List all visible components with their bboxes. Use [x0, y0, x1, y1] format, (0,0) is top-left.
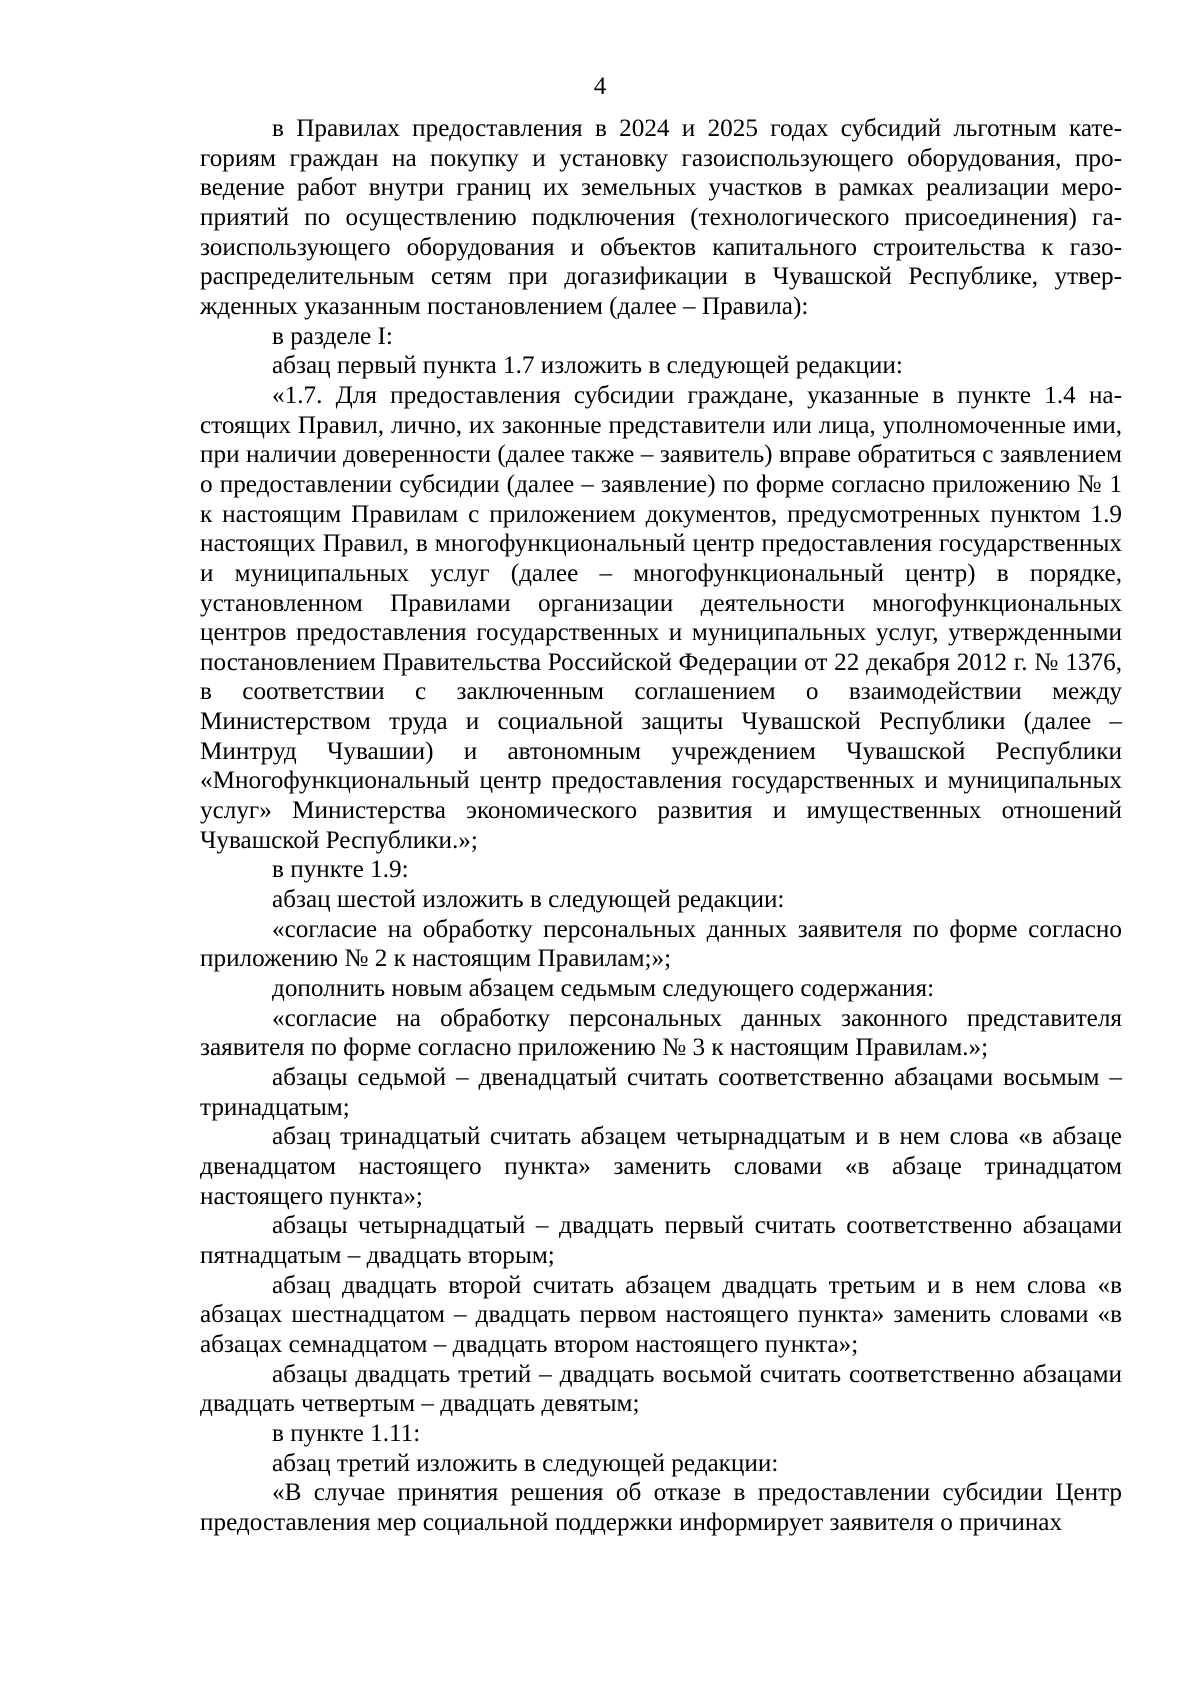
document-body: [200, 114, 1122, 1538]
paragraph-renumber-22: абзац двадцать второй считать абзацем двадцать третьим и в нем слова «в абзацах шестнадцатом – двадцать первом настоящего пункта» заменить словами «в абзацах семнадцатом – двадцать втором настоящего пункта»;: [200, 1271, 1122, 1358]
page-number: 4: [593, 73, 607, 100]
paragraph-clause-1-7-text: «1.7. Для предоставления субсидии граждане, указанные в пункте 1.4 настоящих Правил, лично, их законные представители или лица, уполномоченные ими, при наличии доверенности (далее также – заявитель) вправе обратиться с заявлением о предоставлении субсидии (далее – заявление) по форме согласно приложению № 1 к настоящим Правилам с приложением документов, предусмотренных пунктом 1.9 настоящих Правил, в многофункциональный центр предоставления государственных и муниципальных услуг (далее – многофункциональный центр) в порядке, установленном Правилами организации деятельности многофункциональных центров предоставления государственных и муниципальных услуг, утвержденными постановлением Правительства Российской Федерации от 22 декабря 2012 г. № 1376, в соответствии с заключенным соглашением о взаимодействии между Министерством труда и социальной защиты Чувашской Республики (далее – Минтруд Чувашии) и автономным учреждением Чувашской Республики «Многофункциональный центр предоставления государственных и муниципальных услуг» Министерства экономического развития и имущественных отношений Чувашской Республики.»;: [200, 381, 1122, 854]
paragraph-add-seventh-abzac: дополнить новым абзацем седьмым следующего содержания:: [272, 975, 935, 1003]
paragraph-rules-intro: в Правилах предоставления в 2024 и 2025 годах субсидий льготным категориям граждан на покупку и установку газоиспользующего оборудования, проведение работ внутри границ их земельных участков в рамках реализации мероприятий по осуществлению подключения (технологического присоединения) газоиспользующего оборудования и объектов капитального строительства к газораспределительным сетям при догазификации в Чувашской Республике, утвержденных указанным постановлением (далее – Правила):: [200, 115, 1122, 320]
paragraph-renumber-14-21: абзацы четырнадцатый – двадцать первый считать соответственно абзацами пятнадцатым – двадцать вторым;: [200, 1212, 1122, 1269]
paragraph-renumber-13: абзац тринадцатый считать абзацем четырнадцатым и в нем слова «в абзаце двенадцатом настоящего пункта» заменить словами «в абзаце тринадцатом настоящего пункта»;: [200, 1123, 1122, 1210]
paragraph-clause-1-11: в пункте 1.11:: [272, 1419, 421, 1447]
paragraph-refusal-notice: «В случае принятия решения об отказе в предоставлении субсидии Центр предоставления мер социальной поддержки информирует заявителя о причинах: [200, 1479, 1122, 1536]
paragraph-renumber-23-28: абзацы двадцать третий – двадцать восьмой считать соответственно абзацами двадцать четвертым – двадцать девятым;: [200, 1360, 1122, 1418]
paragraph-third-abzac-instruction: абзац третий изложить в следующей редакции:: [272, 1449, 779, 1477]
paragraph-renumber-7-12: абзацы седьмой – двенадцатый считать соответственно абзацами восьмым – тринадцатым;: [200, 1064, 1122, 1121]
paragraph-consent-representative: «согласие на обработку персональных данных законного представителя заявителя по форме согласно приложению № 3 к настоящим Правилам.»;: [200, 1004, 1122, 1062]
paragraph-sixth-abzac-instruction: абзац шестой изложить в следующей редакции:: [272, 886, 785, 914]
paragraph-section-1: в разделе I:: [272, 322, 393, 350]
paragraph-clause-1-9: в пункте 1.9:: [272, 856, 409, 884]
paragraph-clause-1-7-instruction: абзац первый пункта 1.7 изложить в следующей редакции:: [272, 352, 903, 380]
paragraph-consent-applicant: «согласие на обработку персональных данных заявителя по форме согласно приложению № 2 к настоящим Правилам;»;: [200, 915, 1122, 973]
